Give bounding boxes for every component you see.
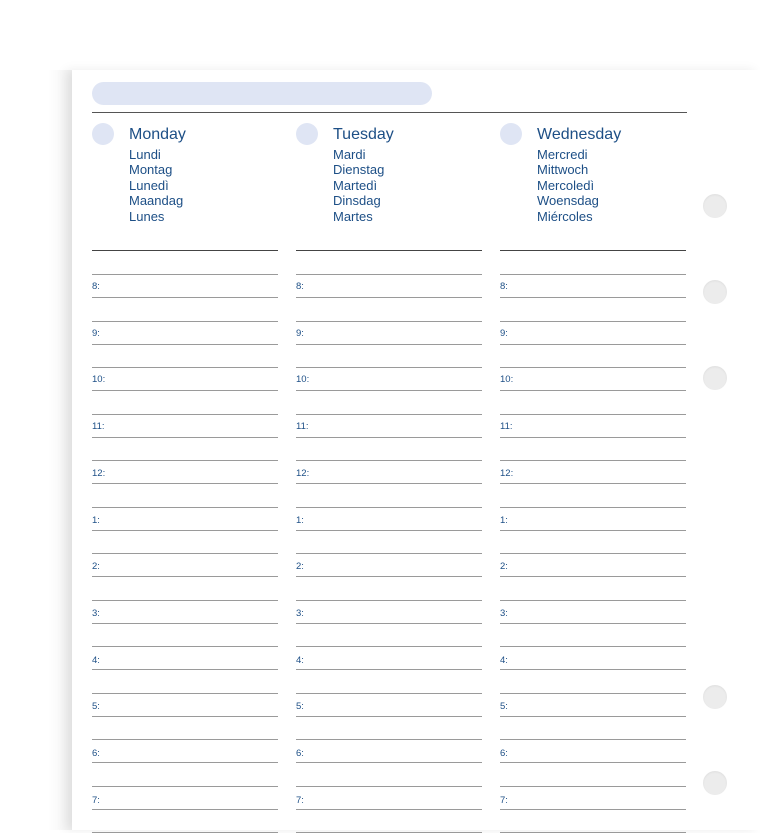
hour-label: 5: bbox=[92, 701, 100, 713]
hour-line[interactable] bbox=[92, 530, 278, 531]
day-translation: Dienstag bbox=[333, 162, 385, 178]
day-translations bbox=[333, 147, 384, 224]
half-hour-line[interactable] bbox=[296, 786, 482, 787]
half-hour-line[interactable] bbox=[92, 414, 278, 415]
hour-label: 1: bbox=[500, 514, 508, 526]
hour-label: 4: bbox=[500, 654, 508, 666]
hour-line[interactable] bbox=[500, 623, 686, 624]
hour-line[interactable] bbox=[500, 437, 686, 438]
day-title: Wednesday bbox=[537, 126, 622, 143]
day-translation: Lundi bbox=[129, 147, 161, 162]
half-hour-line[interactable] bbox=[92, 553, 278, 554]
half-hour-line[interactable] bbox=[92, 646, 278, 647]
hour-label: 5: bbox=[500, 701, 508, 713]
day-header-rule bbox=[500, 250, 686, 251]
day-title: Tuesday bbox=[333, 126, 394, 143]
hour-label: 3: bbox=[92, 607, 100, 619]
half-hour-line[interactable] bbox=[500, 321, 686, 322]
day-translation: Mercoledì bbox=[537, 177, 595, 193]
page-edge-shadow bbox=[48, 70, 72, 830]
half-hour-line[interactable] bbox=[500, 507, 686, 508]
writing-line[interactable] bbox=[500, 274, 686, 275]
hour-label: 12: bbox=[500, 467, 514, 479]
half-hour-line[interactable] bbox=[500, 739, 686, 740]
day-translation: Lunedì bbox=[129, 177, 169, 193]
day-column bbox=[296, 0, 482, 806]
day-translation: Maandag bbox=[129, 193, 184, 209]
hour-label: 10: bbox=[92, 374, 106, 386]
half-hour-line[interactable] bbox=[92, 600, 278, 601]
half-hour-line[interactable] bbox=[92, 786, 278, 787]
hour-label: 1: bbox=[92, 514, 100, 526]
day-translation: Martedì bbox=[333, 177, 378, 193]
hour-line[interactable] bbox=[92, 437, 278, 438]
day-translation: Mercredi bbox=[537, 147, 588, 162]
hour-label: 9: bbox=[500, 327, 508, 339]
writing-line[interactable] bbox=[296, 274, 482, 275]
hour-label: 11: bbox=[92, 421, 105, 433]
half-hour-line[interactable] bbox=[92, 507, 278, 508]
hour-label: 8: bbox=[500, 281, 508, 292]
half-hour-line[interactable] bbox=[92, 460, 278, 461]
hour-line[interactable] bbox=[500, 762, 686, 763]
hour-label: 9: bbox=[92, 327, 100, 339]
hour-label: 12: bbox=[296, 467, 310, 479]
day-translation: Miércoles bbox=[537, 208, 593, 224]
half-hour-line[interactable] bbox=[92, 693, 278, 694]
hour-line[interactable] bbox=[296, 483, 482, 484]
half-hour-line[interactable] bbox=[500, 553, 686, 554]
day-translation: Dinsdag bbox=[333, 193, 381, 209]
hour-line[interactable] bbox=[92, 297, 278, 298]
hour-label: 6: bbox=[92, 748, 100, 759]
hour-line[interactable] bbox=[296, 530, 482, 531]
hour-line[interactable] bbox=[92, 716, 278, 717]
day-translation: Lunes bbox=[129, 208, 165, 224]
half-hour-line[interactable] bbox=[296, 321, 482, 322]
hour-label: 1: bbox=[296, 514, 304, 526]
hour-label: 11: bbox=[296, 421, 309, 433]
day-translations bbox=[129, 147, 183, 224]
hour-label: 3: bbox=[500, 607, 508, 619]
half-hour-line[interactable] bbox=[500, 693, 686, 694]
half-hour-line[interactable] bbox=[296, 739, 482, 740]
hour-label: 8: bbox=[92, 281, 100, 292]
hour-line[interactable] bbox=[92, 762, 278, 763]
hour-label: 10: bbox=[500, 374, 514, 386]
half-hour-line[interactable] bbox=[296, 553, 482, 554]
half-hour-line[interactable] bbox=[296, 460, 482, 461]
hour-line[interactable] bbox=[296, 669, 482, 670]
hour-label: 7: bbox=[296, 794, 304, 806]
hour-label: 11: bbox=[500, 421, 513, 433]
half-hour-line[interactable] bbox=[500, 460, 686, 461]
day-marker-circle[interactable] bbox=[296, 123, 318, 145]
hour-line[interactable] bbox=[92, 390, 278, 391]
hour-label: 8: bbox=[296, 281, 304, 292]
half-hour-line[interactable] bbox=[500, 600, 686, 601]
binder-hole bbox=[703, 194, 727, 218]
hour-line[interactable] bbox=[500, 297, 686, 298]
hour-line[interactable] bbox=[92, 576, 278, 577]
hour-label: 6: bbox=[500, 748, 508, 759]
half-hour-line[interactable] bbox=[296, 507, 482, 508]
day-translation: Woensdag bbox=[537, 193, 599, 209]
hour-line[interactable] bbox=[500, 390, 686, 391]
hour-label: 9: bbox=[296, 327, 304, 339]
hour-line[interactable] bbox=[92, 483, 278, 484]
hour-line[interactable] bbox=[92, 809, 278, 810]
hour-line[interactable] bbox=[296, 390, 482, 391]
half-hour-line[interactable] bbox=[500, 367, 686, 368]
hour-label: 7: bbox=[92, 794, 100, 806]
hour-line[interactable] bbox=[296, 344, 482, 345]
day-header-rule bbox=[296, 250, 482, 251]
hour-line[interactable] bbox=[92, 344, 278, 345]
half-hour-line[interactable] bbox=[500, 646, 686, 647]
half-hour-line[interactable] bbox=[296, 367, 482, 368]
binder-hole bbox=[703, 280, 727, 304]
hour-line[interactable] bbox=[500, 530, 686, 531]
half-hour-line[interactable] bbox=[500, 786, 686, 787]
half-hour-line[interactable] bbox=[500, 414, 686, 415]
hour-label: 2: bbox=[500, 561, 508, 573]
hour-line[interactable] bbox=[500, 809, 686, 810]
hour-label: 12: bbox=[92, 467, 106, 479]
binder-hole bbox=[703, 366, 727, 390]
half-hour-line[interactable] bbox=[296, 646, 482, 647]
day-header-rule bbox=[92, 250, 278, 251]
hour-label: 2: bbox=[92, 561, 100, 573]
hour-label: 4: bbox=[92, 654, 100, 666]
hour-line[interactable] bbox=[500, 344, 686, 345]
hour-line[interactable] bbox=[296, 809, 482, 810]
day-translations bbox=[537, 147, 599, 224]
hour-line[interactable] bbox=[296, 297, 482, 298]
binder-hole bbox=[703, 685, 727, 709]
half-hour-line[interactable] bbox=[92, 739, 278, 740]
hour-label: 6: bbox=[296, 748, 304, 759]
hour-label: 4: bbox=[296, 654, 304, 666]
hour-line[interactable] bbox=[296, 762, 482, 763]
hour-line[interactable] bbox=[296, 716, 482, 717]
binder-hole bbox=[703, 771, 727, 795]
hour-line[interactable] bbox=[92, 623, 278, 624]
half-hour-line[interactable] bbox=[92, 321, 278, 322]
hour-label: 2: bbox=[296, 561, 304, 573]
day-translation: Montag bbox=[129, 162, 173, 178]
day-column bbox=[92, 0, 278, 806]
hour-line[interactable] bbox=[296, 437, 482, 438]
half-hour-line[interactable] bbox=[296, 414, 482, 415]
day-translation: Mittwoch bbox=[537, 162, 589, 178]
half-hour-line[interactable] bbox=[296, 693, 482, 694]
hour-line[interactable] bbox=[500, 716, 686, 717]
hour-label: 7: bbox=[500, 794, 508, 806]
hour-line[interactable] bbox=[296, 623, 482, 624]
hour-line[interactable] bbox=[500, 576, 686, 577]
hour-label: 5: bbox=[296, 701, 304, 713]
hour-label: 10: bbox=[296, 374, 310, 386]
day-translation: Martes bbox=[333, 208, 373, 224]
day-column bbox=[500, 0, 686, 806]
hour-line[interactable] bbox=[500, 483, 686, 484]
half-hour-line[interactable] bbox=[296, 600, 482, 601]
day-marker-circle[interactable] bbox=[500, 123, 522, 145]
day-title: Monday bbox=[129, 126, 186, 143]
writing-line[interactable] bbox=[92, 274, 278, 275]
hour-line[interactable] bbox=[296, 576, 482, 577]
day-translation: Mardi bbox=[333, 147, 366, 162]
day-marker-circle[interactable] bbox=[92, 123, 114, 145]
hour-line[interactable] bbox=[92, 669, 278, 670]
hour-line[interactable] bbox=[500, 669, 686, 670]
half-hour-line[interactable] bbox=[92, 367, 278, 368]
hour-label: 3: bbox=[296, 607, 304, 619]
